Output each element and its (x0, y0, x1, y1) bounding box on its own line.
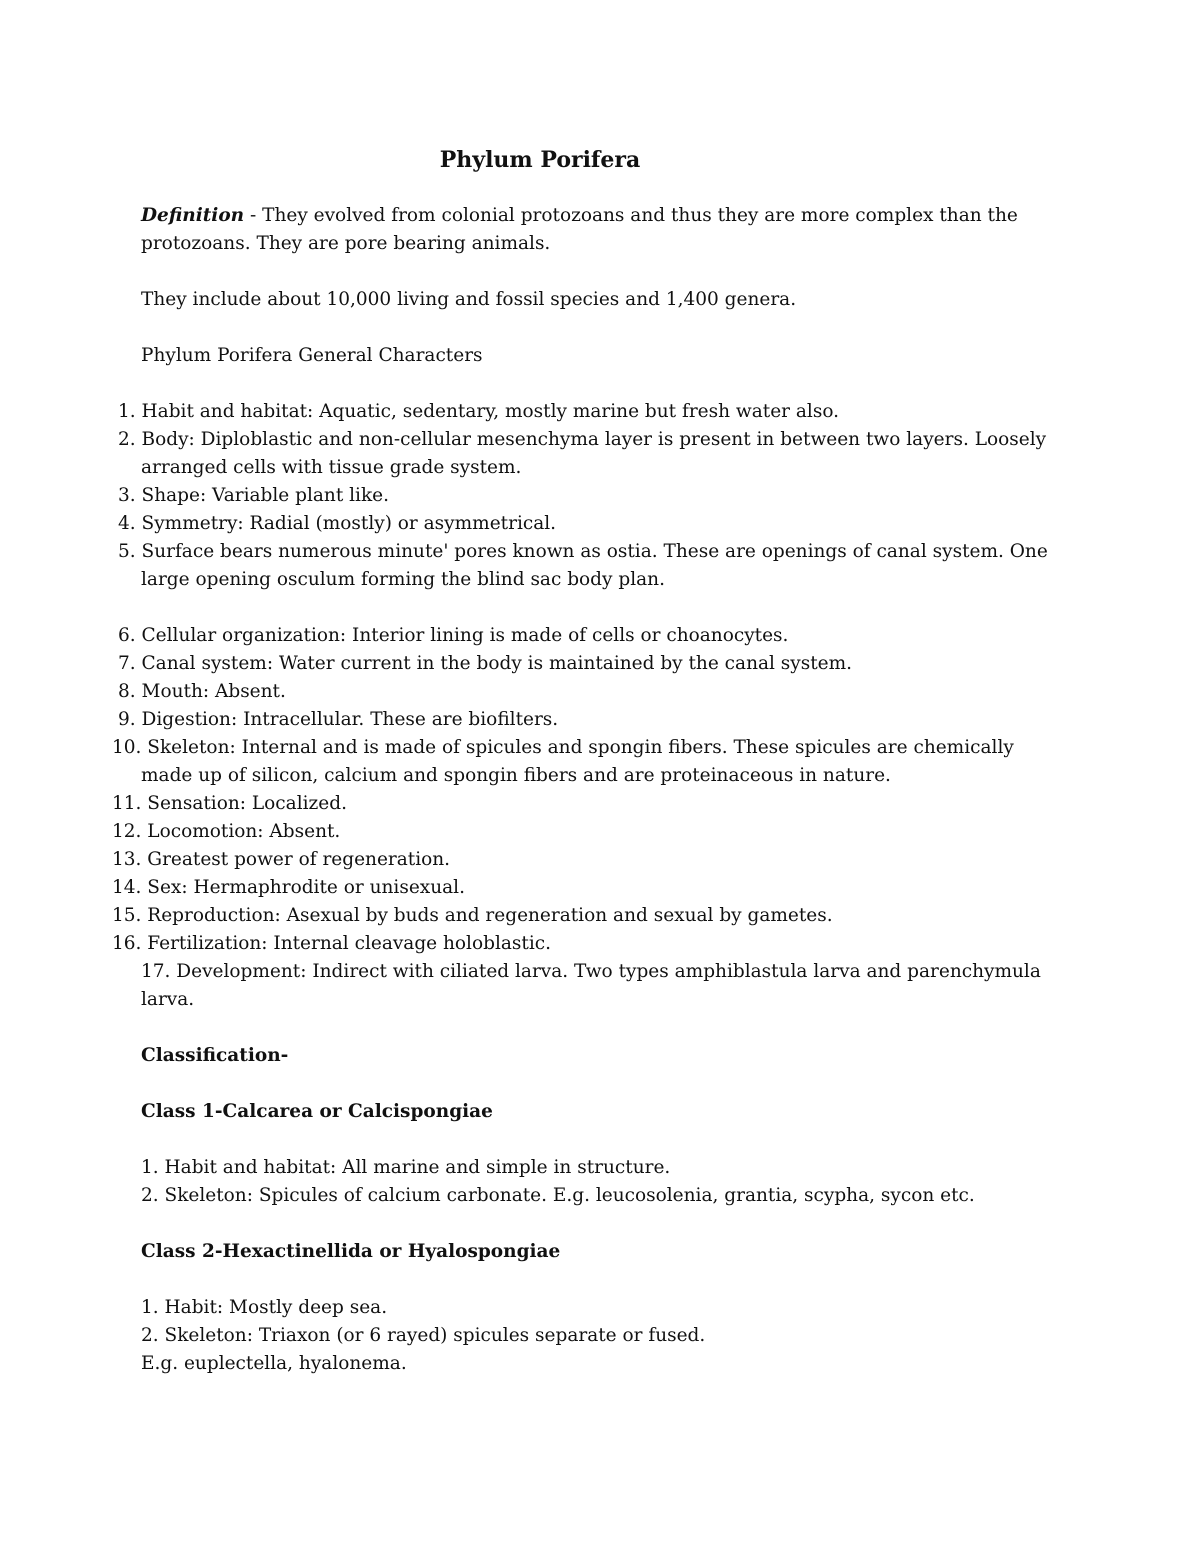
list-item: 2. Skeleton: Triaxon (or 6 rayed) spicules separate or fused. (141, 1325, 706, 1346)
definition-text: - They evolved from colonial protozoans and thus they are more complex than the protozoans. They are pore bearing animals. (141, 205, 1018, 254)
spacer (141, 258, 1061, 286)
spacer (141, 1266, 1061, 1294)
list-item: 2. Skeleton: Spicules of calcium carbonate. E.g. leucosolenia, grantia, scypha, sycon etc. (141, 1185, 975, 1206)
definition-paragraph (141, 202, 1061, 258)
list-item: E.g. euplectella, hyalonema. (141, 1353, 407, 1374)
list-item: 13. Greatest power of regeneration. (112, 849, 451, 870)
spacer (141, 594, 1061, 622)
general-characters-heading: Phylum Porifera General Characters (141, 345, 483, 366)
characters-list-b (112, 622, 1061, 1014)
class1-list (141, 1154, 1061, 1210)
class1-heading: Class 1-Calcarea or Calcispongiae (141, 1101, 493, 1122)
list-item: 11. Sensation: Localized. (112, 793, 347, 814)
list-item: 3. Shape: Variable plant like. (118, 485, 390, 506)
classification-heading: Classification- (141, 1045, 289, 1066)
spacer (141, 370, 1061, 398)
spacer (141, 314, 1061, 342)
class2-heading: Class 2-Hexactinellida or Hyalospongiae (141, 1241, 561, 1262)
list-item: 15. Reproduction: Asexual by buds and regeneration and sexual by gametes. (112, 905, 833, 926)
class2-list (141, 1294, 1061, 1378)
spacer (141, 1126, 1061, 1154)
list-item: 2. Body: Diploblastic and non-cellular mesenchyma layer is present in between two layers. Loosely arranged cells with tissue grade system. (118, 429, 1047, 478)
definition-label: Definition (141, 205, 245, 226)
list-item: 12. Locomotion: Absent. (112, 821, 341, 842)
list-item: 1. Habit and habitat: Aquatic, sedentary, mostly marine but fresh water also. (118, 401, 840, 422)
list-item: 6. Cellular organization: Interior lining is made of cells or choanocytes. (118, 625, 789, 646)
species-paragraph: They include about 10,000 living and fossil species and 1,400 genera. (141, 289, 797, 310)
document-body (112, 202, 1061, 1378)
page-title: Phylum Porifera (439, 147, 641, 173)
list-item: 1. Habit: Mostly deep sea. (141, 1297, 388, 1318)
list-item: 14. Sex: Hermaphrodite or unisexual. (112, 877, 465, 898)
list-item: 7. Canal system: Water current in the body is maintained by the canal system. (118, 653, 853, 674)
list-item: 10. Skeleton: Internal and is made of spicules and spongin fibers. These spicules are chemically made up of silicon, calcium and spongin fibers and are proteinaceous in nature. (112, 737, 1014, 786)
spacer (141, 1070, 1061, 1098)
list-item: 8. Mouth: Absent. (118, 681, 286, 702)
list-item: 17. Development: Indirect with ciliated larva. Two types amphiblastula larva and parenchymula larva. (141, 961, 1041, 1010)
spacer (141, 1014, 1061, 1042)
list-item: 16. Fertilization: Internal cleavage holoblastic. (112, 933, 551, 954)
characters-list-a (118, 398, 1061, 594)
list-item: 1. Habit and habitat: All marine and simple in structure. (141, 1157, 671, 1178)
list-item: 5. Surface bears numerous minute' pores known as ostia. These are openings of canal system. One large opening osculum forming the blind sac body plan. (118, 541, 1048, 590)
spacer (141, 1210, 1061, 1238)
list-item: 9. Digestion: Intracellular. These are biofilters. (118, 709, 559, 730)
list-item: 4. Symmetry: Radial (mostly) or asymmetrical. (118, 513, 557, 534)
